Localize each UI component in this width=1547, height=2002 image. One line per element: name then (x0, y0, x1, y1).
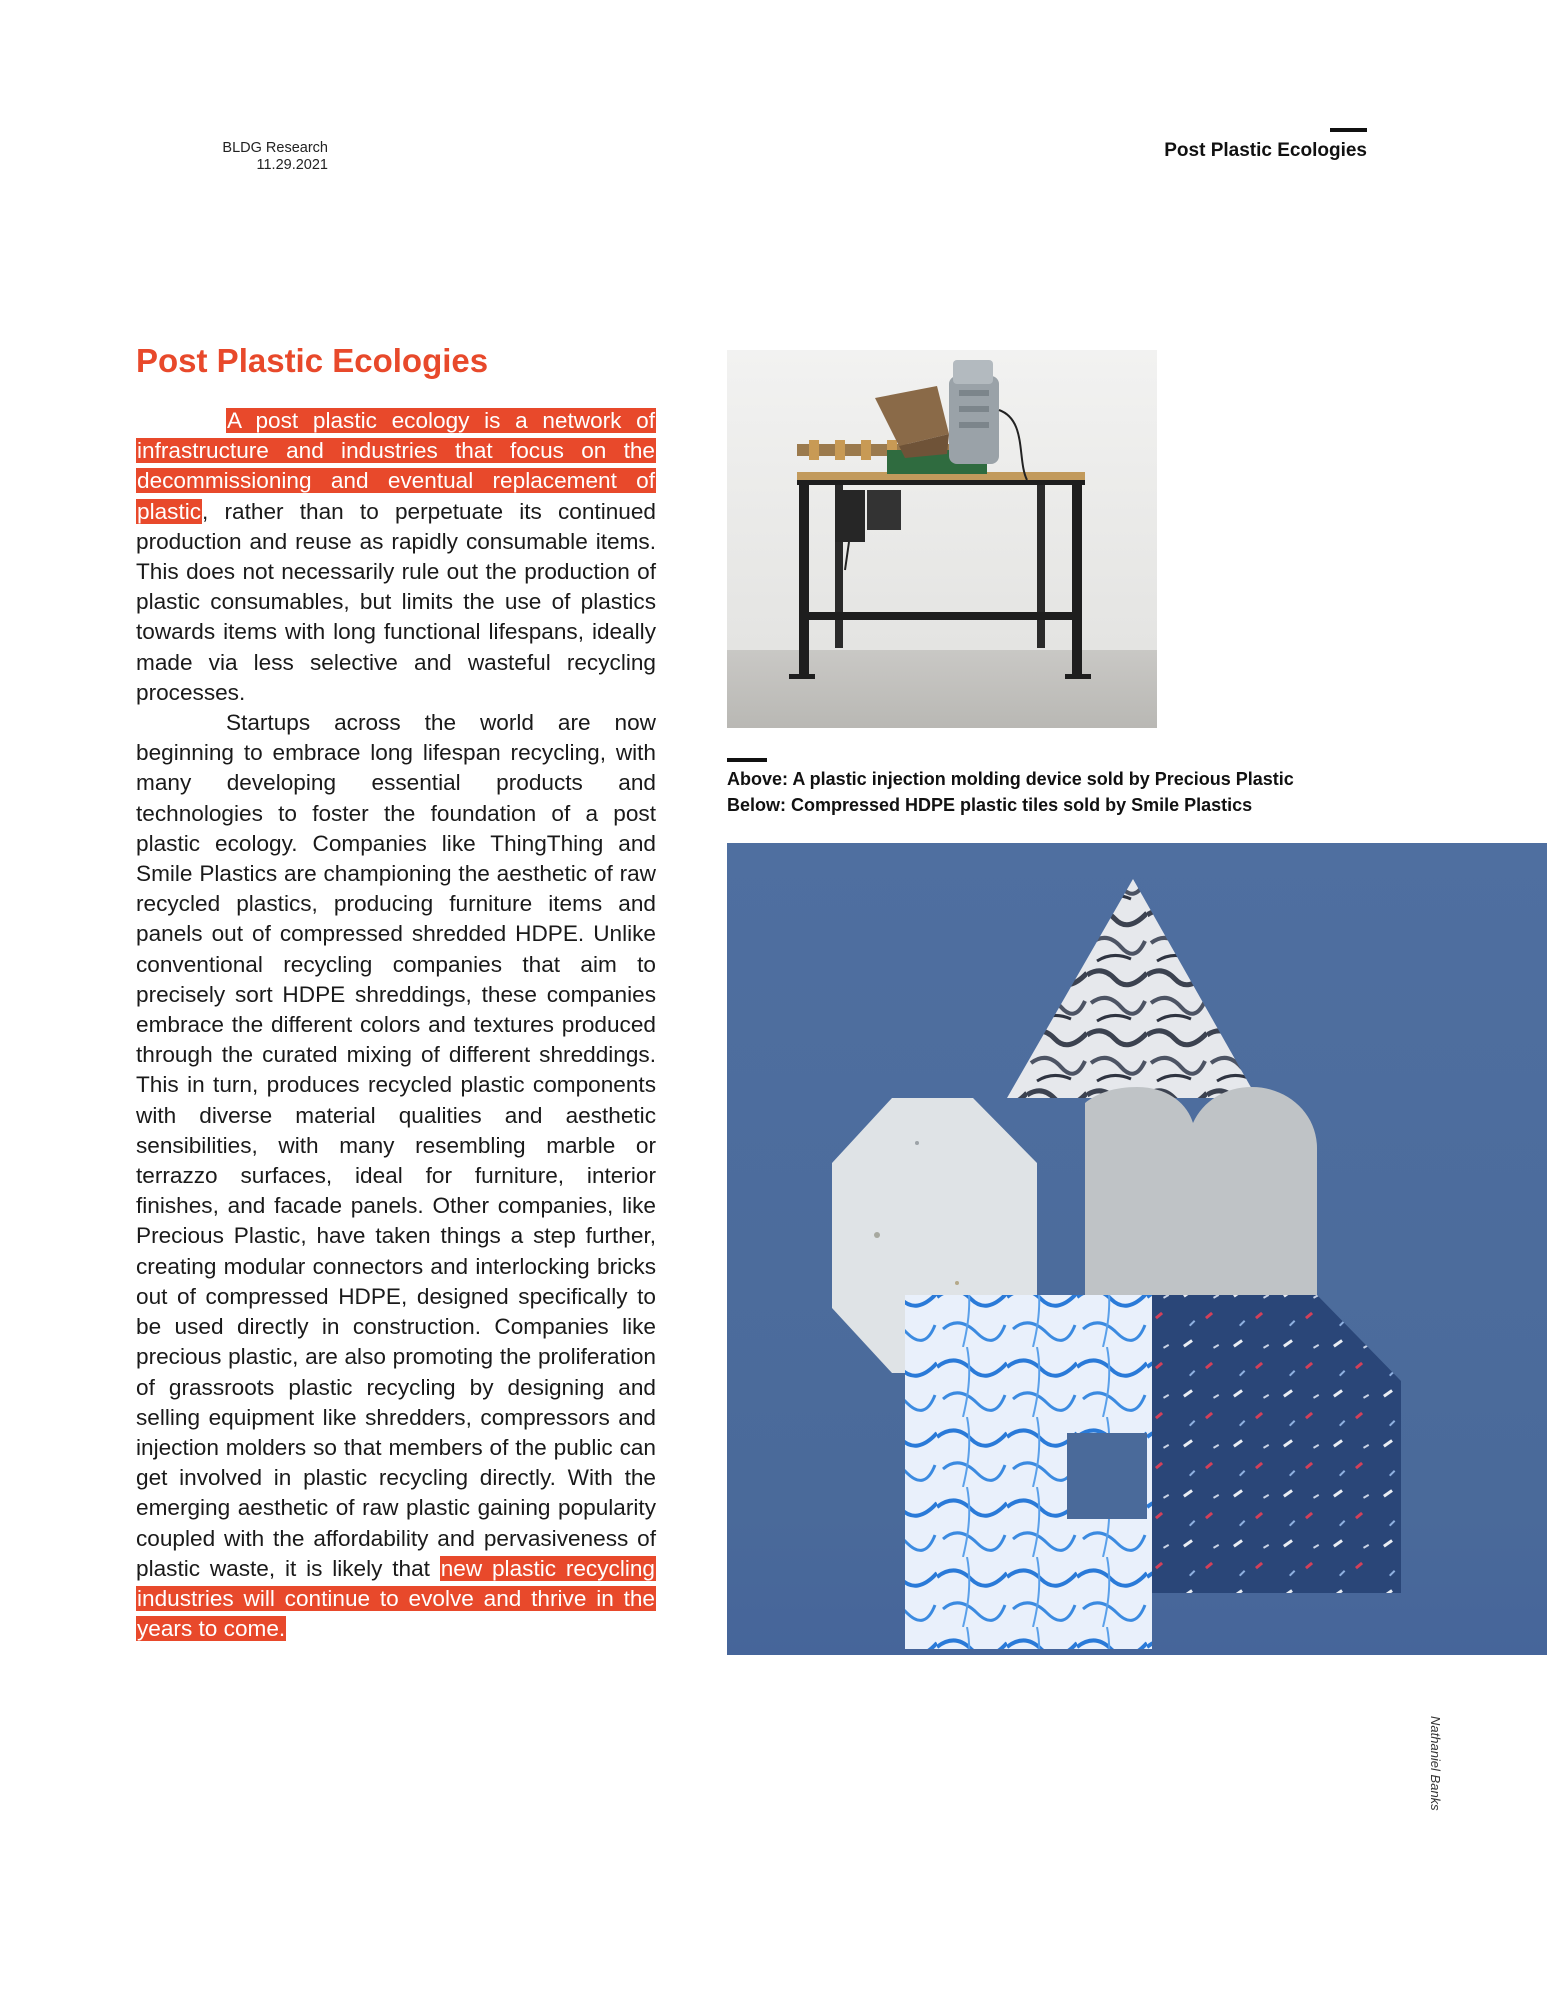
hdpe-tiles-photo (727, 843, 1547, 1655)
injection-molder-photo (727, 350, 1157, 728)
article-body (136, 406, 656, 1644)
photo-credit: Nathaniel Banks (1428, 1716, 1443, 1811)
caption-rule (727, 758, 767, 762)
org-name: BLDG Research (222, 140, 328, 156)
injection-molder-illustration (727, 350, 1157, 728)
photo-caption (727, 766, 1294, 818)
paragraph-1-text: , rather than to perpetuate its continued production and reuse as rapidly consumable items. This does not necessarily rule out the production of plastic consumables, but limits the use of plastics towards items with long functional lifespans, ideally made via less selective and wasteful recycling processes. (136, 498, 656, 705)
header-rule (1330, 128, 1367, 132)
header-meta (190, 140, 328, 174)
article-title: Post Plastic Ecologies (136, 342, 489, 379)
highlight-intro: A post plastic ecology is a network of infrastructure and industries that focus on the decommissioning and eventual replacement of plastic (137, 408, 655, 524)
hdpe-tiles-illustration (727, 843, 1547, 1655)
running-title: Post Plastic Ecologies (1164, 140, 1367, 161)
caption-below: Below: Compressed HDPE plastic tiles sold by Smile Plastics (727, 795, 1253, 815)
highlight-conclusion: new plastic recycling industries will continue to evolve and thrive in the years to come. (137, 1555, 655, 1642)
paragraph-2-text: Startups across the world are now beginning to embrace long lifespan recycling, with many developing essential products and technologies to foster the foundation of a post plastic ecology. Companies like ThingThing and Smile Plastics are championing the aesthetic of raw recycled plastics, producing furniture items and panels out of compressed shredded HDPE. Unlike conventional recycling companies that aim to precisely sort HDPE shreddings, these companies embrace the different colors and textures produced through the curated mixing of different shreddings. This in turn, produces recycled plastic components with diverse material qualities and aesthetic sensibilities, with many resembling marble or terrazzo surfaces, ideal for furniture, interior finishes, and facade panels. Other companies, like Precious Plastic, have taken things a step further, creating modular connectors and interlocking bricks out of compressed HDPE, designed specifically to be used directly in construction. Companies like precious plastic, are also promoting the proliferation of grassroots plastic recycling by designing and selling equipment like shredders, compressors and injection molders so that members of the public can get involved in plastic recycling directly. With the emerging aesthetic of raw plastic gaining popularity coupled with the affordability and pervasiveness of plastic waste, it is likely that (136, 710, 656, 1581)
paragraph-1 (136, 406, 656, 708)
caption-above: Above: A plastic injection molding device sold by Precious Plastic (727, 769, 1294, 789)
publish-date: 11.29.2021 (256, 157, 328, 173)
paragraph-2 (136, 708, 656, 1644)
